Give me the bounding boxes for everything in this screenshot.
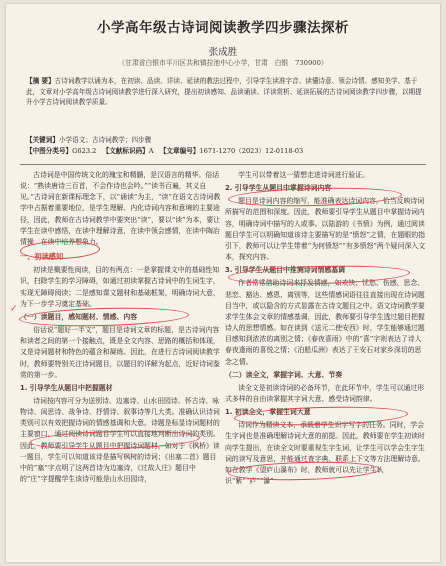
classification-line [26, 146, 422, 157]
doc-label: 【文献标识码】 [102, 147, 149, 155]
paper-affiliation: （甘肃省白银市平川区共和镇拉池中心小学，甘肃 白银 730900） [118, 59, 328, 67]
paper-title: 小学高年级古诗词阅读教学四步骤法探析 [97, 20, 349, 36]
meta-block [26, 135, 422, 157]
keywords-text: 小学语文；古诗词教学；四步骤 [58, 136, 152, 144]
keywords-label: 【关键词】 [26, 136, 59, 144]
left-paragraph-0: 古诗词是中国传统文化的瑰宝和精髓，是汉语言的精华。俗话说：“熟读唐诗三百首，不会作诗也会吟。”“读书百遍，其义自见。”古诗词在新课标理念下，以“诵读”为主，“读”在语文古诗词教学中占据着重要地位，是学生理解、内化诗词内容和意境的主要途径，因此，教师在古诗词教学中要突出“读”，要以“读”为本，要让学生在读中感悟，在读中理解诗意，在读中领会感情，在读中陶冶情操，在读中培养想象力。 [20, 171, 221, 246]
pen-checkmark: ✓ [10, 304, 18, 314]
abstract-text: 古诗词教学以诵为本，在初读、品读、详读、延读的教法过程中，引导学生读准字音、读懂诗意、领会诗情、感知美学、基于此，文章对小学高年级古诗词阅读教学进行深入研究，提出初读感知、品读诵读、详读赏析、延读拓展的古诗词阅读教学四步骤，以期提升小学古诗词阅读教学质量。 [26, 77, 422, 107]
right-heading-3: 3. 引导学生从题目中推测诗词情感基调 [225, 266, 346, 275]
left-paragraph-4: 俗话说“题好一半文”，题目是诗词文章的标题，是古诗词内容和读者之间的第一个接触点，既是全文内容、思路的概括和体现，又是诗词题材和特色的蕴含和凝练。因此，在进行古诗词阅读教学时，教师要特别关注诗词题目，以题目的详解为起点，近好诗词鉴赏的第一步。 [20, 326, 220, 379]
left-heading-5: 1. 引导学生从题目中把握题材 [20, 383, 113, 392]
right-paragraph-2: 题目是诗词内容的缩写，能准确表达诗词内容，恰当反映诗词所描写的范围和深度。因此，教师要引导学生从题目中掌握诗词内容，明确诗词中描写的人或事。以陆游的《书愤》为例，通过阅读题目学生可以明确知道该诗主要描写的是“愤怒”之情，在题眼的指引下，教师可以让学生带着“为何愤怒”“有多愤怒”两个疑问深入文本，探究内容。 [225, 197, 426, 262]
left-heading-1: 一、初读感知 [20, 252, 64, 262]
right-paragraph-4: 作者常常借助诗词来抒发情感，如欢快、忧愁、伤感、思念、悲恋、豁达、感恩、离别等，这些情感词语往往直接出现在诗词题目当中，或以隐含的方式显露在古诗文题目之中。语文诗词教学要求学生体会文章的情感基调，因此，教师要引导学生透过题目把握诗人的思想情感。如在读到《送元二使安西》时，学生能够通过题目感知到浓浓的离别之情；《春夜喜雨》中的“喜”字则表达了诗人春夜逢雨的喜悦之情；《泊船瓜洲》表达了王安石对家乡深切的思念之情。 [225, 279, 425, 366]
clc-value: G623.2 [72, 147, 97, 155]
abstract-label: 【摘 要】 [26, 77, 55, 85]
right-paragraph-8: 诗词作为精读文本，承载着学生识字写字的任务。同时，学会生字词也是准确理解诗词大意的前提。因此，教师要在学生初读时向学生提出，在读全文时要重视生字生词，让学生可以学会生字生词的读写及意思，并能通过查字典、联系上下文等方法理解诗意。如在教学《望庐山瀑布》时，教师就可以先让学生认识“紫”“庐”“瀑” [225, 421, 425, 486]
clc-label: 【中图分类号】 [26, 147, 73, 155]
article-value: 1671-1270（2023）12-0118-03 [199, 147, 304, 155]
right-heading-1: 2. 引导学生从题目中掌握诗词内容 [225, 184, 332, 193]
right-heading-7: 1. 初读全文，掌握生词大意 [225, 408, 311, 417]
right-heading-5: （二）读全文，掌握字词、大意、节奏 [225, 370, 343, 379]
left-paragraph-6: 诗词按内容可分为送别诗、边塞诗、山水田园诗、怀古诗、咏物诗、闺思诗、战争诗、抒情诗、叙事诗等几大类。准确认识诗词类别可以有效把握诗词的情感基调和大意。诗题是标显诗词题材的主要窗口，通过阅读诗词题目学生可以直接地判断出诗词的类别。因此，教师要引导学生从题目中把握诗词题材，如对于《枫桥》读一题目，学生可以知道该诗是描写枫树的诗词；《出塞二首》题目中的“塞”字点明了这两首诗为边塞诗，《过故人庄》题目中的“庄”字提醒学生该诗可能是山水田园诗， [20, 396, 220, 484]
header-divider [20, 164, 426, 165]
right-column [225, 170, 426, 489]
paper-page [6, 4, 440, 562]
article-label: 【文章编号】 [159, 147, 200, 155]
keywords-line [26, 135, 422, 146]
right-paragraph-0: 学生可以带着这一猜想走进诗词进行验证。 [238, 171, 370, 179]
left-heading-3: （一）读题目，感知题材、情感、内容 [20, 312, 138, 321]
paper-author: 张成胜 [208, 47, 238, 58]
doc-value: A [148, 147, 154, 155]
abstract-block [26, 76, 422, 108]
right-paragraph-6: 读全文是初读诗词的必备环节，在此环节中，学生可以通过形式多样的自由读掌握其字词大意、感受诗词韵律。 [225, 383, 425, 403]
left-column [20, 170, 221, 487]
left-paragraph-2: 初读是概要性阅读，目的有两点：一是掌握课文中的基础性知识，扫除学生的学习障碍，如通过初读掌握古诗词中的生词生字，实现无障碍阅读；二是感知课文题材和基础框架，明确诗词大意，为下一步学习奠定基础。 [20, 266, 220, 308]
